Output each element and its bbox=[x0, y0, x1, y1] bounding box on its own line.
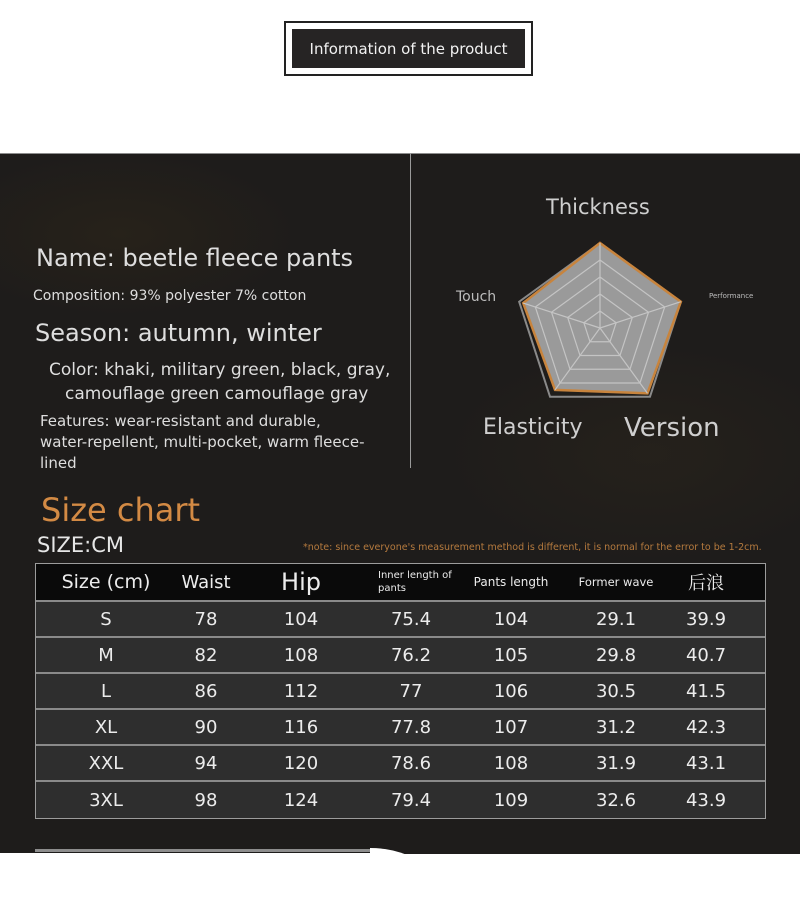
table-cell: 106 bbox=[493, 680, 529, 702]
product-name: Name: beetle fleece pants bbox=[36, 244, 354, 272]
table-cell: 31.9 bbox=[595, 752, 637, 774]
table-cell: 43.9 bbox=[685, 789, 727, 811]
table-cell: 82 bbox=[194, 644, 218, 666]
table-cell: 30.5 bbox=[595, 680, 637, 702]
product-colors-line1: Color: khaki, military green, black, gray, bbox=[49, 360, 391, 380]
table-cell: 120 bbox=[283, 752, 319, 774]
table-cell: 86 bbox=[194, 680, 218, 702]
table-cell: 112 bbox=[283, 680, 319, 702]
page-edge bbox=[0, 853, 375, 882]
radar-label-thickness: Thickness bbox=[546, 195, 650, 219]
table-cell: 40.7 bbox=[685, 644, 727, 666]
table-cell: M bbox=[98, 644, 114, 666]
header-inner-length: Inner length of pants bbox=[378, 570, 452, 594]
table-cell: XXL bbox=[88, 752, 124, 774]
table-row bbox=[36, 602, 765, 638]
radar-label-performance: Performance bbox=[709, 292, 754, 300]
table-row bbox=[36, 638, 765, 674]
header-hip: Hip bbox=[281, 568, 321, 596]
page-edge-curve-left bbox=[370, 848, 450, 908]
table-cell: 105 bbox=[493, 644, 529, 666]
table-cell: 108 bbox=[283, 644, 319, 666]
product-info-header bbox=[284, 21, 533, 76]
table-header-row bbox=[36, 564, 765, 602]
bottom-divider bbox=[35, 849, 370, 852]
product-season: Season: autumn, winter bbox=[35, 319, 322, 347]
size-table bbox=[35, 563, 766, 819]
table-cell: 75.4 bbox=[390, 608, 432, 630]
table-cell: 31.2 bbox=[595, 716, 637, 738]
table-cell: 78 bbox=[194, 608, 218, 630]
header-size: Size (cm) bbox=[61, 571, 151, 593]
measurement-note: *note: since everyone's measurement method is different, it is normal for the error to be 1-2cm. bbox=[303, 542, 762, 553]
table-cell: 79.4 bbox=[390, 789, 432, 811]
table-cell: XL bbox=[94, 716, 118, 738]
size-chart-title: Size chart bbox=[41, 491, 201, 529]
table-cell: 104 bbox=[493, 608, 529, 630]
table-cell: 29.1 bbox=[595, 608, 637, 630]
table-row bbox=[36, 710, 765, 746]
table-cell: 77 bbox=[399, 680, 423, 702]
radar-label-touch: Touch bbox=[456, 289, 497, 305]
radar-chart bbox=[500, 225, 700, 425]
header-former-wave: Former wave bbox=[578, 574, 654, 589]
radar-label-elasticity: Elasticity bbox=[483, 415, 583, 440]
header-waist: Waist bbox=[181, 571, 231, 593]
product-features: Features: wear-resistant and durable, water-repellent, multi-pocket, warm fleece-lined bbox=[40, 412, 365, 472]
product-colors-line2: camouflage green camouflage gray bbox=[65, 384, 369, 404]
table-cell: 107 bbox=[493, 716, 529, 738]
page-edge-curve-right bbox=[690, 855, 800, 895]
header-pants-length: Pants length bbox=[473, 575, 549, 589]
table-cell: 29.8 bbox=[595, 644, 637, 666]
size-unit: SIZE:CM bbox=[37, 533, 125, 557]
table-cell: 108 bbox=[493, 752, 529, 774]
product-composition: Composition: 93% polyester 7% cotton bbox=[33, 288, 307, 304]
table-cell: 77.8 bbox=[390, 716, 432, 738]
table-cell: S bbox=[100, 608, 112, 630]
table-cell: 41.5 bbox=[685, 680, 727, 702]
table-cell: 43.1 bbox=[685, 752, 727, 774]
table-cell: 78.6 bbox=[390, 752, 432, 774]
table-cell: 3XL bbox=[89, 789, 123, 811]
table-cell: 76.2 bbox=[390, 644, 432, 666]
table-row bbox=[36, 746, 765, 782]
table-cell: 42.3 bbox=[685, 716, 727, 738]
radar-label-version: Version bbox=[624, 413, 720, 443]
table-cell: 124 bbox=[283, 789, 319, 811]
table-cell: 104 bbox=[283, 608, 319, 630]
table-cell: 116 bbox=[283, 716, 319, 738]
table-cell: 90 bbox=[194, 716, 218, 738]
table-cell: 98 bbox=[194, 789, 218, 811]
vertical-divider bbox=[410, 153, 411, 468]
table-cell: 32.6 bbox=[595, 789, 637, 811]
header-back-rise: 后浪 bbox=[688, 573, 724, 594]
table-row bbox=[36, 674, 765, 710]
table-cell: L bbox=[100, 680, 112, 702]
table-cell: 109 bbox=[493, 789, 529, 811]
header-title: Information of the product bbox=[292, 29, 525, 68]
table-cell: 39.9 bbox=[685, 608, 727, 630]
table-cell: 94 bbox=[194, 752, 218, 774]
table-row bbox=[36, 782, 765, 818]
